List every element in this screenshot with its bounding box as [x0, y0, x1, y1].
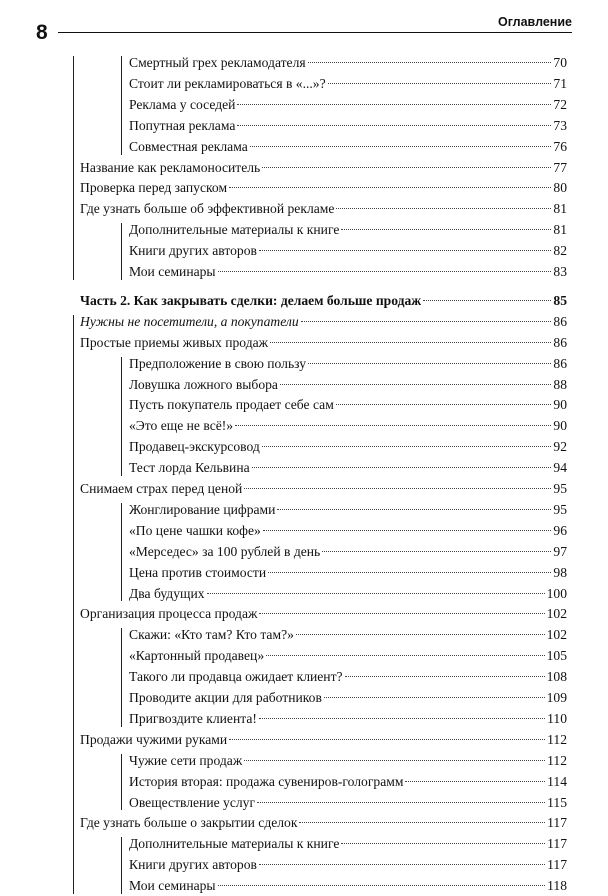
toc-row	[0, 375, 608, 395]
toc-row	[0, 772, 608, 792]
toc-row	[0, 542, 608, 562]
dot-leader	[218, 885, 546, 886]
dot-leader	[250, 146, 552, 147]
toc-entry-title: Два будущих	[129, 585, 205, 601]
toc-entry-page: 95	[553, 481, 567, 496]
dot-leader	[324, 697, 545, 698]
dot-leader	[301, 321, 552, 322]
hierarchy-rule	[121, 503, 122, 602]
toc-row	[0, 834, 608, 854]
dot-leader	[229, 187, 551, 188]
toc-entry[interactable]	[129, 137, 567, 157]
toc-entry-page: 105	[546, 648, 567, 664]
dot-leader	[296, 634, 545, 635]
toc-entry[interactable]	[129, 793, 567, 813]
toc-entry-title: Пусть покупатель продает себе сам	[129, 397, 334, 413]
toc-entry[interactable]	[129, 437, 567, 457]
toc-row	[0, 241, 608, 261]
dot-leader	[235, 425, 551, 426]
toc-entry-title: «Картонный продавец»	[129, 648, 265, 664]
toc-entry-page: 117	[547, 815, 567, 831]
hierarchy-rule	[73, 56, 74, 280]
toc-entry-title: Попутная реклама	[129, 117, 236, 133]
toc-entry[interactable]	[129, 772, 567, 792]
toc-entry[interactable]	[129, 625, 567, 645]
dot-leader	[270, 342, 551, 343]
toc-entry-title: Название как рекламоноситель	[80, 159, 261, 175]
toc-entry-page: 81	[553, 201, 567, 217]
dot-leader	[328, 83, 552, 84]
toc-entry[interactable]	[129, 500, 567, 520]
toc-row	[0, 137, 608, 157]
toc-entry-page: 98	[553, 564, 567, 580]
toc-entry[interactable]	[129, 688, 567, 708]
toc-row	[0, 625, 608, 645]
toc-entry-page: 100	[546, 585, 567, 601]
toc-entry-page: 81	[553, 222, 567, 238]
toc-row	[0, 291, 608, 311]
toc-row	[0, 312, 608, 332]
toc-entry-title: Книги других авторов	[129, 857, 257, 873]
toc-entry[interactable]	[129, 95, 567, 115]
toc-entry-page: 80	[553, 180, 567, 196]
dot-leader	[341, 229, 551, 230]
toc-entry[interactable]	[80, 199, 567, 219]
dot-leader	[244, 488, 551, 489]
toc-entry-title: «Это еще не всё!»	[129, 418, 234, 434]
dot-leader	[262, 167, 551, 168]
toc-row	[0, 199, 608, 219]
dot-leader	[268, 572, 551, 573]
toc-entry-page: 73	[553, 117, 567, 133]
toc-entry-title: Продавец-экскурсовод	[129, 439, 260, 455]
dot-leader	[252, 467, 552, 468]
toc-entry[interactable]	[80, 730, 567, 750]
dot-leader	[336, 404, 552, 405]
toc-entry-page: 95	[553, 501, 567, 517]
toc-row	[0, 876, 608, 896]
toc-entry-page: 96	[553, 522, 567, 538]
toc-entry[interactable]	[129, 74, 567, 94]
dot-leader	[308, 363, 551, 364]
toc-entry[interactable]	[129, 751, 567, 771]
toc-entry-title: Предположение в свою пользу	[129, 355, 307, 371]
dot-leader	[277, 509, 551, 510]
toc-row	[0, 416, 608, 436]
hierarchy-rule	[121, 754, 122, 811]
toc-entry[interactable]	[129, 876, 567, 896]
toc-entry-page: 109	[546, 690, 567, 705]
toc-entry-page: 85	[553, 292, 567, 308]
toc-entry-title: «Мерседес» за 100 рублей в день	[129, 543, 321, 559]
toc-entry-page: 86	[553, 313, 567, 329]
toc-entry-page: 97	[553, 543, 567, 559]
header-rule	[58, 32, 572, 33]
toc-entry-title: Жонглирование цифрами	[129, 501, 276, 517]
toc-row	[0, 479, 608, 499]
toc-entry-page: 94	[553, 460, 567, 476]
dot-leader	[423, 300, 551, 301]
toc-row	[0, 751, 608, 771]
toc-row	[0, 354, 608, 374]
toc-entry-page: 102	[546, 627, 567, 643]
toc-row	[0, 688, 608, 708]
toc-entry-title: Такого ли продавца ожидает клиент?	[129, 669, 343, 685]
toc-entry[interactable]	[129, 834, 567, 854]
dot-leader	[244, 760, 545, 761]
toc-entry-page: 76	[553, 138, 567, 154]
toc-entry-title: «По цене чашки кофе»	[129, 522, 261, 538]
toc-entry[interactable]	[129, 354, 567, 374]
dot-leader	[207, 593, 545, 594]
toc-entry-page: 77	[553, 159, 567, 175]
dot-leader	[259, 250, 551, 251]
toc-entry-title: Где узнать больше о закрытии сделок	[80, 815, 298, 831]
toc-entry-title: Стоит ли рекламироваться в «...»?	[129, 75, 326, 91]
toc-entry[interactable]	[129, 646, 567, 666]
dot-leader	[259, 718, 545, 719]
dot-leader	[345, 676, 545, 677]
toc-entry[interactable]	[129, 53, 567, 73]
toc-row	[0, 458, 608, 478]
toc-entry-page: 88	[553, 376, 567, 392]
dot-leader	[266, 655, 544, 656]
dot-leader	[336, 208, 551, 209]
toc-entry-page: 114	[547, 773, 567, 789]
toc-entry-title: Снимаем страх перед ценой	[80, 481, 243, 496]
toc-row	[0, 116, 608, 136]
toc-row	[0, 395, 608, 415]
toc-entry-page: 72	[553, 96, 567, 112]
dot-leader	[218, 271, 552, 272]
toc-entry[interactable]	[129, 667, 567, 687]
toc-entry-title: Дополнительные материалы к книге	[129, 836, 340, 852]
toc-entry-page: 110	[547, 710, 567, 726]
toc-entry[interactable]	[129, 416, 567, 436]
toc-entry[interactable]	[129, 521, 567, 541]
toc-entry-title: Где узнать больше об эффективной рекламе	[80, 201, 335, 217]
toc-entry-title: Мои семинары	[129, 264, 216, 279]
toc-entry[interactable]	[129, 855, 567, 875]
toc-entry[interactable]	[80, 312, 567, 332]
hierarchy-rule	[121, 628, 122, 727]
toc-entry-page: 86	[553, 355, 567, 371]
toc-entry-title: Проводите акции для работников	[129, 690, 322, 705]
toc-entry-title: Нужны не посетители, а покупатели	[80, 313, 299, 329]
toc-row	[0, 730, 608, 750]
header-title: Оглавление	[492, 16, 572, 29]
toc-row	[0, 793, 608, 813]
toc-entry[interactable]	[80, 158, 567, 178]
dot-leader	[263, 530, 552, 531]
toc-entry[interactable]	[129, 458, 567, 478]
toc-row	[0, 437, 608, 457]
toc-row	[0, 158, 608, 178]
toc-row	[0, 604, 608, 624]
toc-row	[0, 178, 608, 198]
toc-entry[interactable]	[129, 262, 567, 282]
toc-row	[0, 667, 608, 687]
toc-entry-page: 112	[547, 731, 567, 747]
toc-entry[interactable]	[129, 584, 567, 604]
toc-entry[interactable]	[129, 241, 567, 261]
toc-entry-page: 86	[553, 334, 567, 350]
toc-entry-page: 83	[553, 264, 567, 279]
toc-entry-page: 70	[553, 55, 567, 70]
toc-entry-title: Организация процесса продаж	[80, 606, 258, 622]
dot-leader	[259, 864, 545, 865]
toc-row	[0, 74, 608, 94]
toc-entry-page: 112	[547, 752, 567, 768]
toc-entry-title: Тест лорда Кельвина	[129, 460, 250, 476]
toc-entry-title: Реклама у соседей	[129, 96, 236, 112]
toc-entry-page: 90	[553, 397, 567, 413]
toc-entry[interactable]	[80, 178, 567, 198]
toc-entry-page: 90	[553, 418, 567, 434]
toc-row	[0, 220, 608, 240]
toc-entry-page: 117	[547, 836, 567, 852]
hierarchy-rule	[121, 837, 122, 894]
toc-entry[interactable]	[129, 375, 567, 395]
toc-entry[interactable]	[129, 563, 567, 583]
hierarchy-rule	[121, 56, 122, 155]
toc-row	[0, 855, 608, 875]
dot-leader	[405, 781, 545, 782]
toc-entry[interactable]	[80, 333, 567, 353]
toc-entry-title: Овеществление услуг	[129, 794, 256, 810]
toc-row	[0, 333, 608, 353]
dot-leader	[229, 739, 545, 740]
hierarchy-rule	[121, 357, 122, 476]
toc-row	[0, 584, 608, 604]
hierarchy-rule	[121, 223, 122, 280]
dot-leader	[299, 822, 545, 823]
toc-row	[0, 500, 608, 520]
toc-row	[0, 813, 608, 833]
toc-entry[interactable]	[80, 479, 567, 499]
toc-row	[0, 709, 608, 729]
toc-entry[interactable]	[129, 709, 567, 729]
toc-entry-title: Дополнительные материалы к книге	[129, 222, 340, 238]
toc-entry-title: Мои семинары	[129, 878, 216, 894]
toc-entry-title: Чужие сети продаж	[129, 752, 243, 768]
dot-leader	[259, 613, 544, 614]
toc-entry-title: Книги других авторов	[129, 243, 257, 259]
dot-leader	[257, 802, 545, 803]
toc-entry-page: 82	[553, 243, 567, 259]
hierarchy-rule	[73, 315, 74, 894]
toc-entry-title: Пригвоздите клиента!	[129, 710, 257, 726]
toc-entry-title: Простые приемы живых продаж	[80, 334, 269, 350]
dot-leader	[262, 446, 552, 447]
toc-entry-page: 118	[547, 878, 567, 894]
toc-entry-page: 117	[547, 857, 567, 873]
toc-entry[interactable]	[80, 813, 567, 833]
toc-entry[interactable]	[129, 220, 567, 240]
toc-row	[0, 563, 608, 583]
toc-row	[0, 95, 608, 115]
toc-entry[interactable]	[80, 291, 567, 311]
toc-row	[0, 53, 608, 73]
toc-entry-title: Цена против стоимости	[129, 564, 267, 580]
dot-leader	[237, 125, 551, 126]
dot-leader	[341, 843, 545, 844]
dot-leader	[280, 384, 551, 385]
dot-leader	[322, 551, 551, 552]
toc-entry-page: 108	[546, 669, 567, 685]
toc-entry-title: Ловушка ложного выбора	[129, 376, 278, 392]
toc-entry-title: Скажи: «Кто там? Кто там?»	[129, 627, 294, 643]
dot-leader	[308, 62, 552, 63]
toc-entry-title: Часть 2. Как закрывать сделки: делаем больше продаж	[80, 292, 422, 308]
toc-entry-title: История вторая: продажа сувениров-голограмм	[129, 773, 404, 789]
toc-row	[0, 262, 608, 282]
toc-entry-page: 92	[553, 439, 567, 455]
dot-leader	[237, 104, 551, 105]
toc-row	[0, 521, 608, 541]
toc-entry-title: Смертный грех рекламодателя	[129, 55, 306, 70]
toc-entry-page: 71	[553, 75, 567, 91]
toc-entry-page: 115	[547, 794, 567, 810]
toc-entry-title: Проверка перед запуском	[80, 180, 228, 196]
toc-row	[0, 646, 608, 666]
toc-entry-title: Продажи чужими руками	[80, 731, 228, 747]
toc-entry[interactable]	[129, 116, 567, 136]
toc-entry-page: 102	[546, 606, 567, 622]
toc-entry-title: Совместная реклама	[129, 138, 248, 154]
toc-entry[interactable]	[129, 542, 567, 562]
toc-entry[interactable]	[129, 395, 567, 415]
toc-entry[interactable]	[80, 604, 567, 624]
page-number: 8	[36, 21, 48, 44]
